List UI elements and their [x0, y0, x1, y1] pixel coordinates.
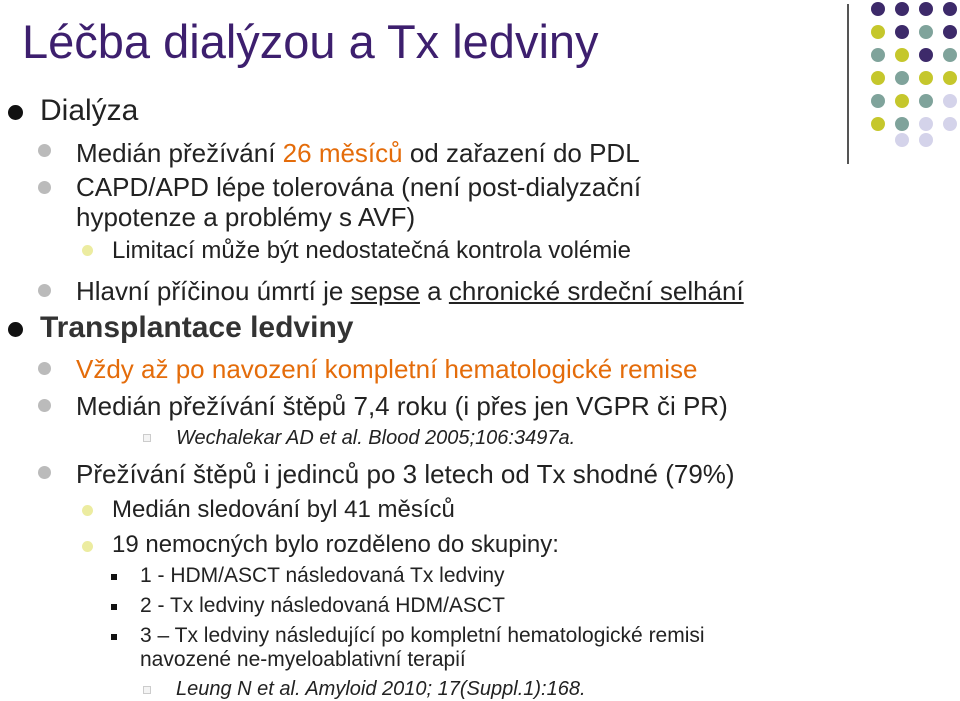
text-vzdy-remise: Vždy až po navození kompletní hematologické remise — [76, 354, 698, 384]
bullet-icon — [82, 505, 93, 516]
dot — [871, 2, 885, 16]
text-capd-line2: hypotenze a problémy s AVF) — [76, 202, 416, 232]
dot — [943, 71, 957, 85]
dot — [919, 117, 933, 131]
dot — [895, 94, 909, 108]
dot — [895, 25, 909, 39]
bullet-square-icon — [143, 686, 151, 694]
text-capd-line1: CAPD/APD lépe tolerována (není post-dialyzační — [76, 172, 642, 202]
text-group-3-line2: navozené ne-myeloablativní terapií — [140, 648, 466, 671]
bullet-square-icon — [111, 574, 117, 580]
dot — [871, 25, 885, 39]
bullet-icon — [38, 181, 51, 194]
median-highlight: 26 měsíců — [282, 138, 403, 168]
dot — [895, 71, 909, 85]
decorative-dot-grid — [869, 0, 960, 150]
dot — [943, 117, 957, 131]
bullet-icon — [38, 362, 51, 375]
text-sledovani: Medián sledování byl 41 měsíců — [112, 496, 455, 523]
text-limitace: Limitací může být nedostatečná kontrola volémie — [112, 237, 631, 264]
dot — [871, 94, 885, 108]
bullet-square-icon — [111, 604, 117, 610]
dot — [943, 2, 957, 16]
bullet-icon — [38, 144, 51, 157]
dot — [943, 25, 957, 39]
text-nemocnych: 19 nemocných bylo rozděleno do skupiny: — [112, 531, 559, 558]
text-median-stepu: Medián přežívání štěpů 7,4 roku (i přes jen VGPR či PR) — [76, 391, 728, 421]
bullet-icon — [82, 245, 93, 256]
hlavni-prefix: Hlavní příčinou úmrtí je — [76, 276, 351, 306]
dot — [919, 133, 933, 147]
hlavni-mid: a — [419, 276, 449, 306]
dot — [919, 25, 933, 39]
dot — [895, 117, 909, 131]
median-prefix: Medián přežívání — [76, 138, 283, 168]
dot — [871, 48, 885, 62]
text-group-3-line1: 3 – Tx ledviny následující po kompletní hematologické remisi — [140, 624, 705, 647]
median-suffix: od zařazení do PDL — [402, 138, 640, 168]
bullet-icon — [38, 466, 51, 479]
dot — [919, 2, 933, 16]
bullet-square-icon — [111, 634, 117, 640]
dot — [943, 94, 957, 108]
dot — [895, 48, 909, 62]
dot — [919, 48, 933, 62]
bullet-icon — [38, 284, 51, 297]
dot — [943, 48, 957, 62]
link-chronicke-selhani[interactable]: chronické srdeční selhání — [448, 276, 744, 306]
dot — [919, 71, 933, 85]
bullet-icon — [38, 399, 51, 412]
text-group-1: 1 - HDM/ASCT následovaná Tx ledviny — [140, 564, 505, 587]
dot — [871, 71, 885, 85]
heading-transplantace: Transplantace ledviny — [40, 311, 354, 344]
heading-dialyza: Dialýza — [40, 94, 139, 127]
divider-line — [847, 4, 849, 164]
reference-wechalekar: Wechalekar AD et al. Blood 2005;106:3497a. — [176, 427, 576, 449]
text-group-2: 2 - Tx ledviny následovaná HDM/ASCT — [140, 594, 505, 617]
dot — [895, 133, 909, 147]
bullet-square-icon — [143, 434, 151, 442]
dot — [895, 2, 909, 16]
bullet-icon — [82, 541, 93, 552]
dot — [919, 94, 933, 108]
bullet-icon — [8, 322, 23, 337]
text-median-pdl — [76, 138, 640, 169]
bullet-icon — [8, 105, 23, 120]
link-sepse[interactable]: sepse — [350, 276, 420, 306]
text-hlavni-pricina — [76, 276, 744, 307]
reference-leung: Leung N et al. Amyloid 2010; 17(Suppl.1):168. — [176, 678, 586, 700]
text-prezivani-shodne: Přežívání štěpů i jedinců po 3 letech od Tx shodné (79%) — [76, 459, 735, 489]
dot — [871, 117, 885, 131]
slide-title: Léčba dialýzou a Tx ledviny — [22, 15, 599, 68]
